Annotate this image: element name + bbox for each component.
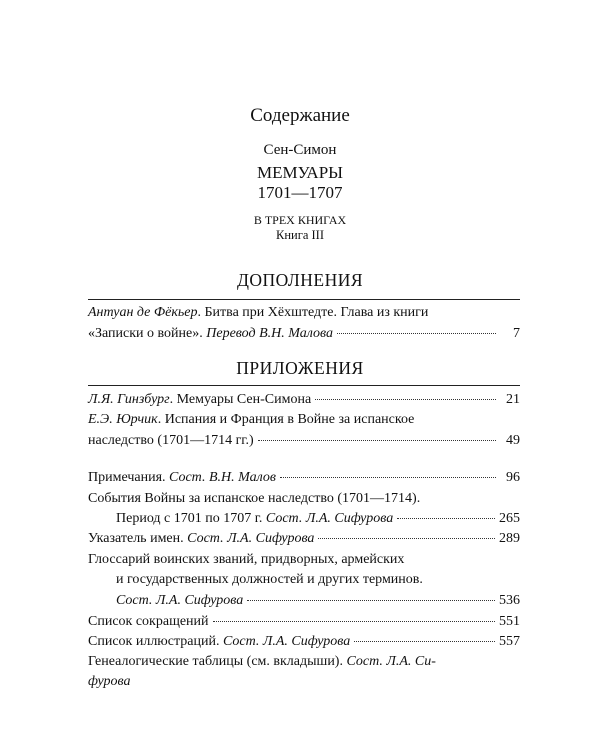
entry-page: 265 xyxy=(499,511,520,526)
toc-entry-yurchik-line1[interactable] xyxy=(88,411,520,429)
toc-entry-events-line2[interactable] xyxy=(116,510,520,528)
entry-title: Примечания. xyxy=(88,470,170,485)
leader-dots xyxy=(280,477,496,478)
book-title: МЕМУАРЫ xyxy=(257,163,343,182)
entry-compiler: Сост. Л.А. Сифурова xyxy=(222,634,351,649)
entry-compiler: Сост. Л.А. Си- xyxy=(346,654,436,669)
entry-title: Генеалогические таблицы (см. вкладыши). xyxy=(88,654,347,669)
entry-page: 536 xyxy=(499,593,520,608)
toc-entry-yurchik-line2[interactable] xyxy=(88,432,520,450)
entry-page: 21 xyxy=(506,392,520,407)
leader-dots xyxy=(315,399,496,400)
entry-page: 551 xyxy=(499,614,520,629)
entry-page: 96 xyxy=(506,470,520,485)
toc-entry-glossary-line1[interactable] xyxy=(88,551,520,569)
entry-title: . Испания и Франция в Войне за испанское xyxy=(157,412,415,427)
entry-compiler: Сост. Л.А. Сифурова xyxy=(265,511,394,526)
toc-entry-abbreviations[interactable] xyxy=(88,613,520,631)
entry-title: Глоссарий воинских званий, придворных, армейских xyxy=(88,552,405,567)
leader-dots xyxy=(247,600,495,601)
entry-title: наследство (1701—1714 гг.) xyxy=(88,433,254,448)
section-divider xyxy=(88,385,520,386)
leader-dots xyxy=(213,621,495,622)
leader-dots xyxy=(354,641,495,642)
toc-entry-fekier-line2[interactable] xyxy=(88,325,520,343)
entry-author: Л.Я. Гинзбург xyxy=(88,392,170,407)
entry-title: . Мемуары Сен-Симона xyxy=(169,392,312,407)
entry-page: 557 xyxy=(499,634,520,649)
entry-compiler: фурова xyxy=(88,674,131,689)
book-years: 1701—1707 xyxy=(257,183,343,202)
book-author: Сен-Симон xyxy=(263,142,337,158)
entry-page: 7 xyxy=(513,326,520,341)
entry-author: Е.Э. Юрчик xyxy=(88,412,158,427)
toc-entry-genealogy-line1[interactable] xyxy=(88,653,520,671)
entry-compiler: Сост. Л.А. Сифурова xyxy=(187,531,315,546)
book-number: Книга III xyxy=(275,228,324,242)
entry-title: События Войны за испанское наследство (1701—1714). xyxy=(88,491,421,506)
entry-title: Указатель имен. xyxy=(88,531,188,546)
leader-dots xyxy=(337,333,496,334)
entry-compiler: Сост. В.Н. Малов xyxy=(169,470,276,485)
entry-title: Список иллюстраций. xyxy=(88,634,223,649)
entry-title: . Битва при Хёхштедте. Глава из книги xyxy=(197,305,429,320)
entry-title: «Записки о войне». xyxy=(88,326,207,341)
toc-entry-glossary-line3[interactable] xyxy=(116,592,520,610)
toc-entry-ginzburg[interactable] xyxy=(88,391,520,409)
leader-dots xyxy=(258,440,496,441)
toc-entry-genealogy-line2[interactable] xyxy=(88,673,520,691)
section-additions: ДОПОЛНЕНИЯ xyxy=(236,270,364,290)
entry-page: 49 xyxy=(506,433,520,448)
leader-dots xyxy=(397,518,495,519)
contents-heading: Содержание xyxy=(250,105,350,126)
section-appendices: ПРИЛОЖЕНИЯ xyxy=(236,358,364,378)
entry-author: Антуан де Фёкьер xyxy=(88,305,198,320)
toc-entry-illustrations[interactable] xyxy=(88,633,520,651)
toc-entry-names[interactable] xyxy=(88,530,520,548)
toc-entry-notes[interactable] xyxy=(88,469,520,487)
entry-page: 289 xyxy=(499,531,520,546)
books-count: В ТРЕХ КНИГАХ xyxy=(253,213,347,227)
leader-dots xyxy=(318,538,495,539)
entry-title: Период с 1701 по 1707 г. xyxy=(116,511,266,526)
entry-compiler: Сост. Л.А. Сифурова xyxy=(116,593,244,608)
entry-title: и государственных должностей и других терминов. xyxy=(116,572,423,587)
toc-entry-glossary-line2[interactable] xyxy=(116,571,520,589)
section-divider xyxy=(88,299,520,300)
toc-entry-events-line1[interactable] xyxy=(88,490,520,508)
entry-title: Список сокращений xyxy=(88,614,209,629)
toc-entry-fekier-line1[interactable] xyxy=(88,304,520,322)
entry-translator: Перевод В.Н. Малова xyxy=(206,326,333,341)
